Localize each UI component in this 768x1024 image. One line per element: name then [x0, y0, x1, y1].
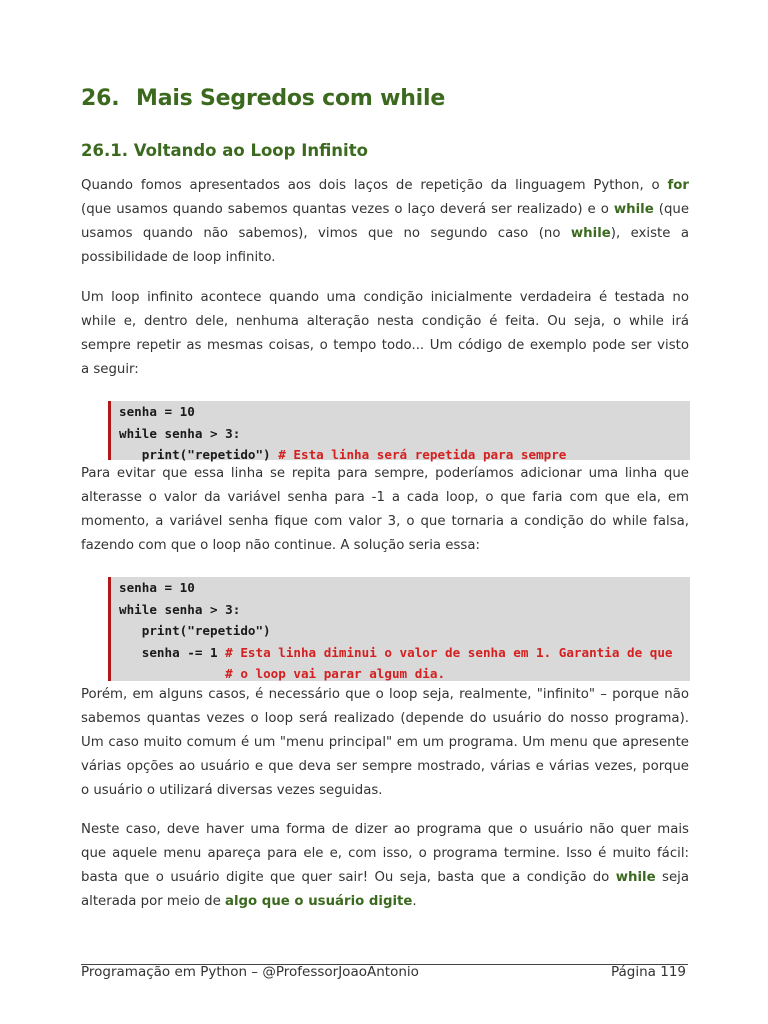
- section-heading: 26.1. Voltando ao Loop Infinito: [81, 141, 368, 160]
- paragraph-line: Para evitar que essa linha se repita para sempre, poderíamos adicionar uma linha que: [81, 466, 689, 481]
- chapter-number: 26.: [81, 86, 120, 111]
- code-line: while senha > 3:: [119, 425, 241, 441]
- chapter-title: Mais Segredos com while: [136, 86, 446, 111]
- paragraph-line: sabemos quantas vezes o loop será realizado (depende do usuário do nosso programa).: [81, 711, 689, 726]
- code-line: [119, 663, 690, 685]
- keyword-while: while: [615, 870, 656, 885]
- paragraph-2: [81, 286, 689, 382]
- paragraph-line: alterasse o valor da variável senha para -1 a cada loop, o que faria com que ela, em: [81, 490, 689, 505]
- paragraph-1: [81, 174, 689, 270]
- code-line: senha -= 1 # Esta linha diminui o valor de senha em 1. Garantia de que: [119, 644, 673, 660]
- paragraph-line: Um caso muito comum é um "menu principal" em um programa. Um menu que apresente: [81, 735, 689, 750]
- keyword-while: while: [570, 226, 611, 241]
- paragraph-line: o usuário o utilizará diversas vezes seguidas.: [81, 783, 383, 798]
- page-number: Página 119: [610, 964, 686, 980]
- keyword-while: while: [613, 202, 654, 217]
- code-line: print("repetido"): [119, 623, 271, 639]
- paragraph-line: momento, a variável senha fique com valor 3, o que tornaria a condição do while falsa,: [81, 514, 689, 529]
- paragraph-line: while e, dentro dele, nenhuma alteração nesta condição é feita. Ou seja, o while irá: [81, 314, 689, 329]
- footer-title: Programação em Python – @ProfessorJoaoAntonio: [81, 964, 419, 980]
- code-block-1: [108, 401, 690, 463]
- code-comment: # Esta linha diminui o valor de senha em 1. Garantia de que: [225, 644, 673, 660]
- paragraph-line: Um loop infinito acontece quando uma condição inicialmente verdadeira é testada no: [81, 290, 689, 305]
- code-line: senha = 10: [119, 404, 195, 419]
- paragraph-line: que aquele menu apareça para ele e, com isso, o programa termine. Isso é muito fácil:: [81, 846, 689, 861]
- paragraph-line: (que usamos quando sabemos quantas vezes o laço deverá ser realizado) e o while (que: [81, 202, 689, 217]
- code-line: senha = 10: [119, 580, 195, 595]
- paragraph-line: Porém, em alguns casos, é necessário que o loop seja, realmente, "infinito" – porque não: [81, 687, 689, 702]
- paragraph-line: possibilidade de loop infinito.: [81, 250, 276, 265]
- code-comment: # o loop vai parar algum dia.: [225, 666, 446, 682]
- paragraph-5: [81, 818, 689, 914]
- code-line: while senha > 3:: [119, 601, 241, 617]
- paragraph-line: fazendo com que o loop não continue. A solução seria essa:: [81, 538, 480, 553]
- code-comment: # Esta linha será repetida para sempre: [278, 447, 567, 463]
- paragraph-line: várias opções ao usuário e que deva ser sempre mostrado, várias e várias vezes, porque: [81, 759, 689, 774]
- paragraph-line: Neste caso, deve haver uma forma de dizer ao programa que o usuário não quer mais: [81, 822, 689, 837]
- code-block-2: [108, 577, 690, 681]
- paragraph-line: usamos quando não sabemos), vimos que no segundo caso (no while), existe a: [81, 226, 689, 241]
- keyword-for: for: [667, 178, 689, 193]
- paragraph-line: a seguir:: [81, 362, 139, 377]
- paragraph-3: [81, 462, 689, 558]
- keyword-highlight: algo que o usuário digite: [224, 894, 413, 909]
- paragraph-line: sempre repetir as mesmas coisas, o tempo todo... Um código de exemplo pode ser visto: [81, 338, 689, 353]
- paragraph-line: basta que o usuário digite que quer sair! Ou seja, basta que a condição do while seja: [81, 870, 689, 885]
- code-line: print("repetido") # Esta linha será repetida para sempre: [119, 447, 567, 463]
- paragraph-4: [81, 683, 689, 803]
- paragraph-line: alterada por meio de algo que o usuário digite.: [81, 894, 417, 909]
- paragraph-line: Quando fomos apresentados aos dois laços de repetição da linguagem Python, o for: [81, 178, 689, 193]
- chapter-heading: [81, 86, 445, 111]
